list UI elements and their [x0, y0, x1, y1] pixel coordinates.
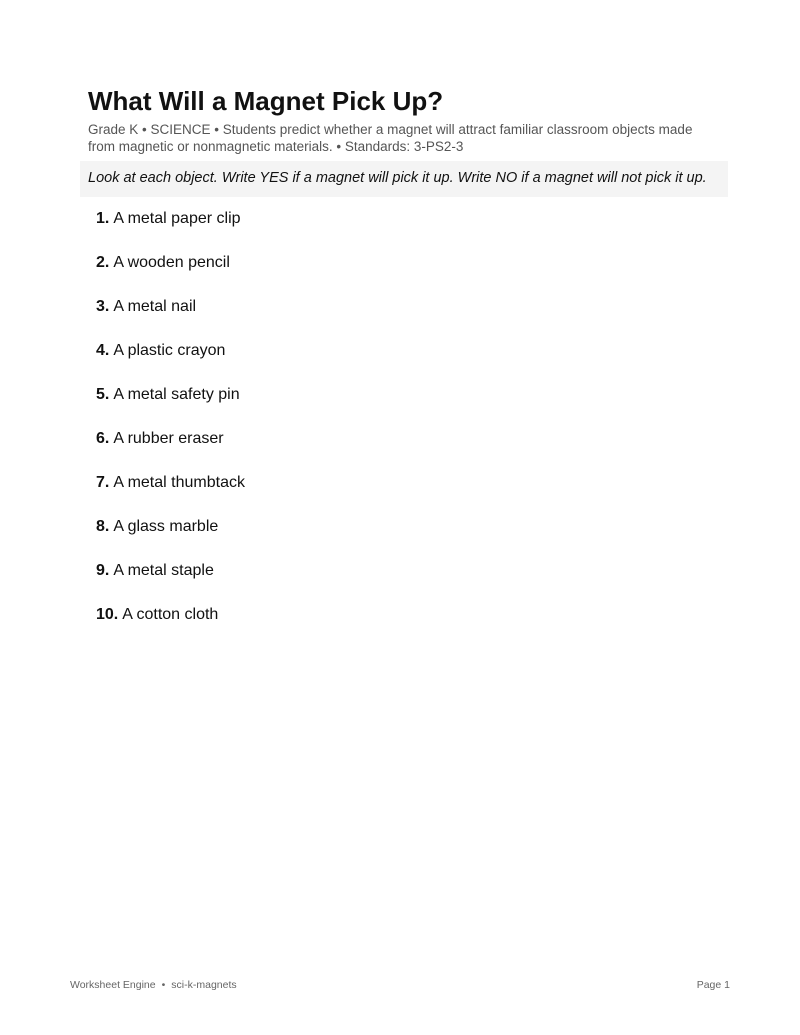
question-item — [96, 297, 720, 317]
footer-worksheet-id: sci-k-magnets — [171, 979, 237, 991]
question-number: 6. — [96, 430, 110, 447]
instructions-box: Look at each object. Write YES if a magnet will pick it up. Write NO if a magnet will not pick it up. — [80, 161, 728, 197]
question-text: A wooden pencil — [113, 254, 230, 271]
question-number: 10. — [96, 606, 119, 623]
question-item — [96, 517, 720, 537]
question-number: 9. — [96, 562, 110, 579]
question-number: 1. — [96, 210, 110, 227]
question-list — [96, 209, 720, 625]
question-text: A cotton cloth — [122, 606, 219, 623]
worksheet-title: What Will a Magnet Pick Up? — [88, 86, 444, 116]
question-number: 5. — [96, 386, 110, 403]
question-text: A metal thumbtack — [113, 474, 245, 491]
footer-source — [70, 979, 237, 991]
question-item — [96, 209, 720, 229]
question-text: A glass marble — [113, 518, 219, 535]
question-text: A metal safety pin — [113, 386, 240, 403]
question-item — [96, 605, 720, 625]
worksheet-meta: Grade K • SCIENCE • Students predict whether a magnet will attract familiar classroom objects made from magnetic or nonmagnetic materials. • Standards: 3-PS2-3 — [88, 122, 693, 154]
question-number: 4. — [96, 342, 110, 359]
footer-engine: Worksheet Engine — [70, 979, 156, 991]
question-item — [96, 385, 720, 405]
question-item — [96, 561, 720, 581]
worksheet-page — [88, 84, 720, 649]
question-text: A plastic crayon — [113, 342, 226, 359]
question-number: 3. — [96, 298, 110, 315]
question-number: 7. — [96, 474, 110, 491]
question-text: A metal staple — [113, 562, 214, 579]
question-item — [96, 429, 720, 449]
question-number: 2. — [96, 254, 110, 271]
question-number: 8. — [96, 518, 110, 535]
question-item — [96, 341, 720, 361]
question-text: A metal paper clip — [113, 210, 241, 227]
question-text: A metal nail — [113, 298, 197, 315]
question-item — [96, 253, 720, 273]
question-text: A rubber eraser — [113, 430, 224, 447]
question-item — [96, 473, 720, 493]
footer-page-number: Page 1 — [696, 979, 730, 991]
footer-separator: • — [161, 979, 166, 991]
